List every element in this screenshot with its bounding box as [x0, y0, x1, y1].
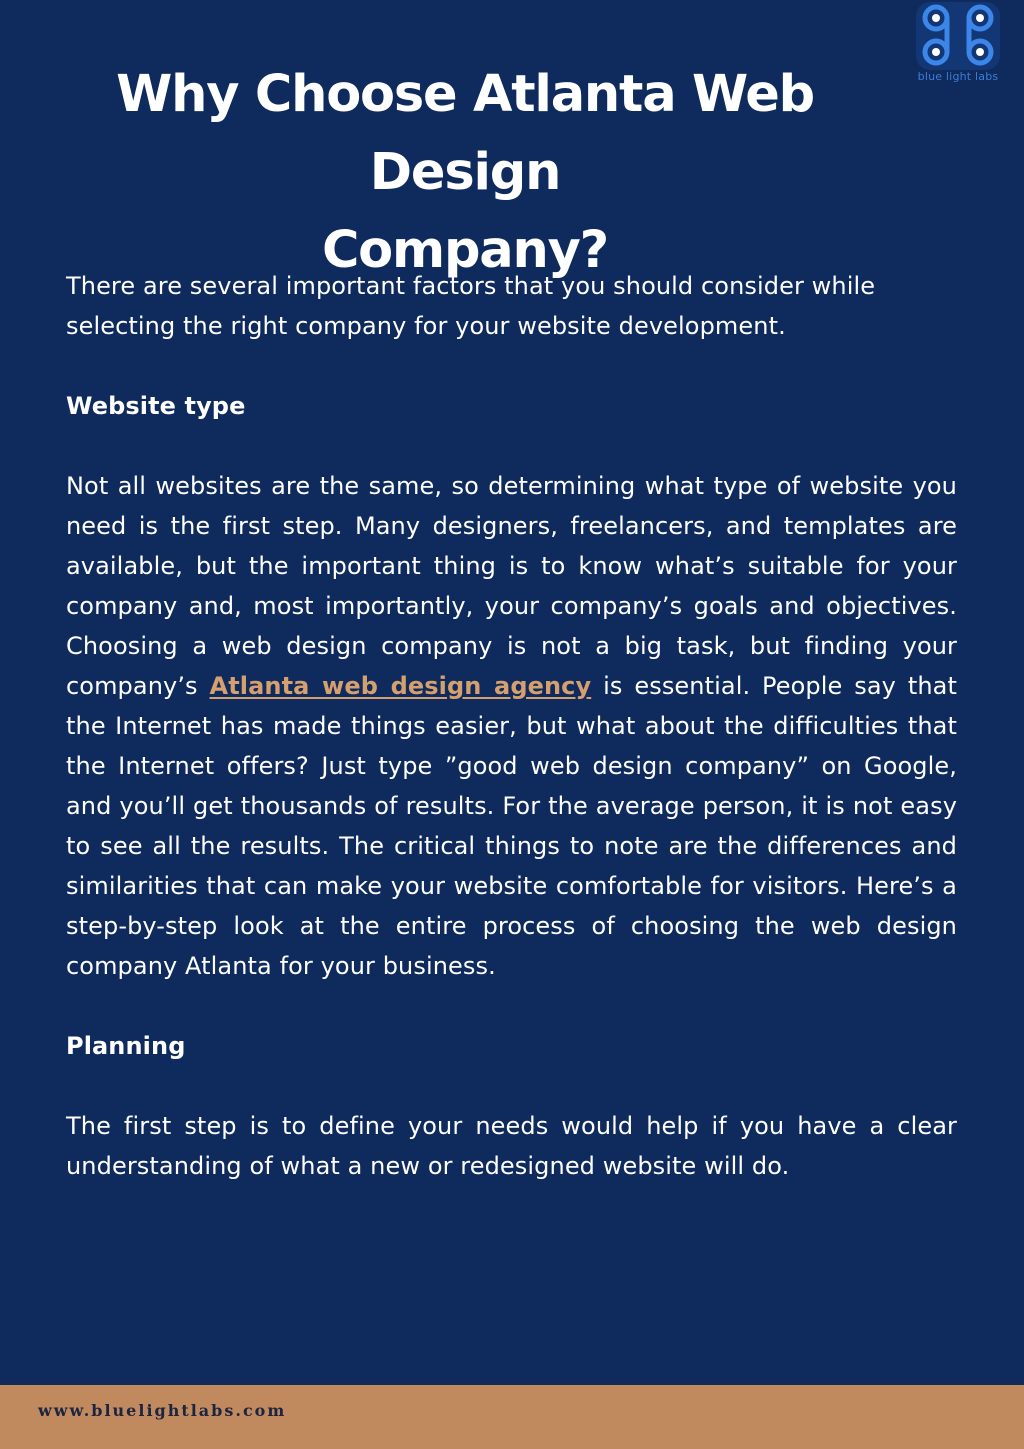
logo-mark-icon	[906, 2, 1010, 72]
page-title-line-2: Company?	[321, 221, 609, 280]
section-heading-website-type: Website type	[66, 392, 246, 420]
atlanta-web-design-agency-link[interactable]: Atlanta web design agency	[209, 672, 592, 700]
page-title-line-1: Why Choose Atlanta Web Design	[116, 65, 814, 202]
page-title	[40, 56, 890, 290]
website-type-text-end: is essential. People say that the Internet has made things easier, but what about the difficulties that the Internet offers? Just type ”good web design company” on Google, and you’ll get thousands of results. For the average person, it is not easy to see all the results. The critical things to note are the differences and similarities that can make your website comfortable for visitors. Here’s a step-by-step look at the entire process of choosing the web design company Atlanta for your business.	[66, 672, 957, 980]
article-body	[66, 266, 957, 1186]
footer-bar	[0, 1385, 1024, 1449]
website-type-paragraph	[66, 466, 957, 986]
planning-paragraph: The first step is to define your needs would help if you have a clear understanding of what a new or redesigned website will do.	[66, 1112, 957, 1180]
section-heading-planning: Planning	[66, 1032, 186, 1060]
website-url-link[interactable]: www.bluelightlabs.com	[38, 1401, 287, 1420]
logo-text: blue light labs	[917, 70, 999, 83]
website-type-text-start: Not all websites are the same, so determining what type of website you need is the first step. Many designers, freelancers, and templates are available, but the important thing is to know what’s suitable for your company and, most importantly, your company’s goals and objectives. Choosing a web design company is not a big task, but finding your company’s	[66, 472, 957, 700]
blue-light-labs-logo[interactable]	[906, 2, 1010, 88]
intro-paragraph: There are several important factors that you should consider while selecting the right company for your website development.	[66, 272, 876, 340]
